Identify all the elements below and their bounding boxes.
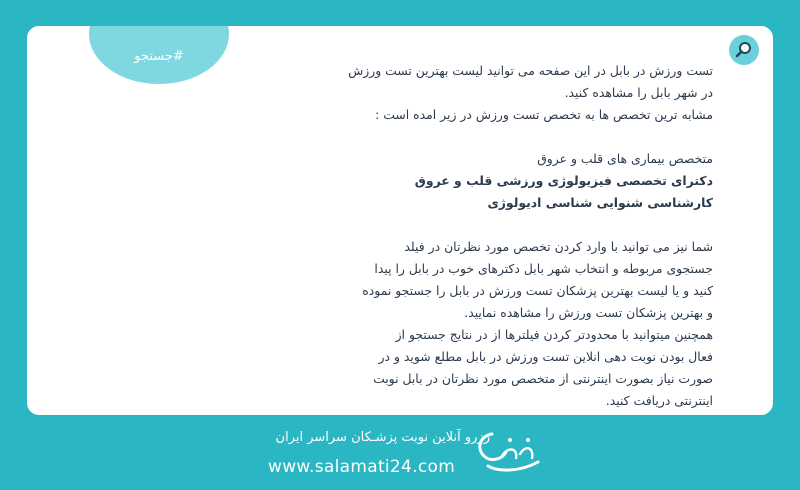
body-line: جستجوی مربوطه و انتخاب شهر بابل دکترهای خوب در بابل را پیدا: [374, 261, 713, 276]
footer-website-link[interactable]: www.salamati24.com: [268, 457, 456, 477]
body-line: شما نیز می توانید با وارد کردن تخصص مورد نظرتان در فیلد: [404, 239, 713, 254]
footer-tagline: رزرو آنلاین نوبت پزشـکان سراسر ایران: [275, 430, 490, 445]
specialty-item[interactable]: کارشناسی شنوایی شناسی ادیولوژی: [487, 195, 713, 210]
intro-line-1: تست ورزش در بابل در این صفحه می توانید لیست بهترین تست ورزش: [348, 63, 713, 78]
body-line: اینترنتی دریافت کنید.: [605, 393, 713, 408]
search-tag[interactable]: [89, 26, 229, 84]
specialty-item[interactable]: متخصص بیماری های قلب و عروق: [537, 151, 713, 166]
search-button[interactable]: [729, 35, 759, 65]
content-card: [27, 26, 773, 415]
body-line: صورت نیاز بصورت اینترنتی از متخصص مورد نظرتان در بابل نوبت: [373, 371, 713, 386]
search-icon: [735, 41, 753, 59]
body-line: و بهترین پزشکان تست ورزش را مشاهده نمایید.: [464, 305, 713, 320]
specialty-item[interactable]: دکترای تخصصی فیزیولوژی ورزشی قلب و عروق: [414, 173, 713, 188]
intro-line-2: در شهر بابل را مشاهده کنید.: [564, 85, 713, 100]
intro-line-3: مشابه ترین تخصص ها به تخصص تست ورزش در زیر امده است :: [375, 107, 713, 122]
body-line: فعال بودن نوبت دهی انلاین تست ورزش در بابل مطلع شوید و در: [378, 349, 713, 364]
article-text: [283, 60, 713, 412]
search-tag-label: #جستجو: [134, 49, 184, 64]
body-line: کنید و یا لیست بهترین پزشکان تست ورزش در بابل را جستجو نموده: [362, 283, 713, 298]
body-line: همچنین میتوانید با محدودتر کردن فیلترها از در نتایج جستجو از: [395, 327, 713, 342]
